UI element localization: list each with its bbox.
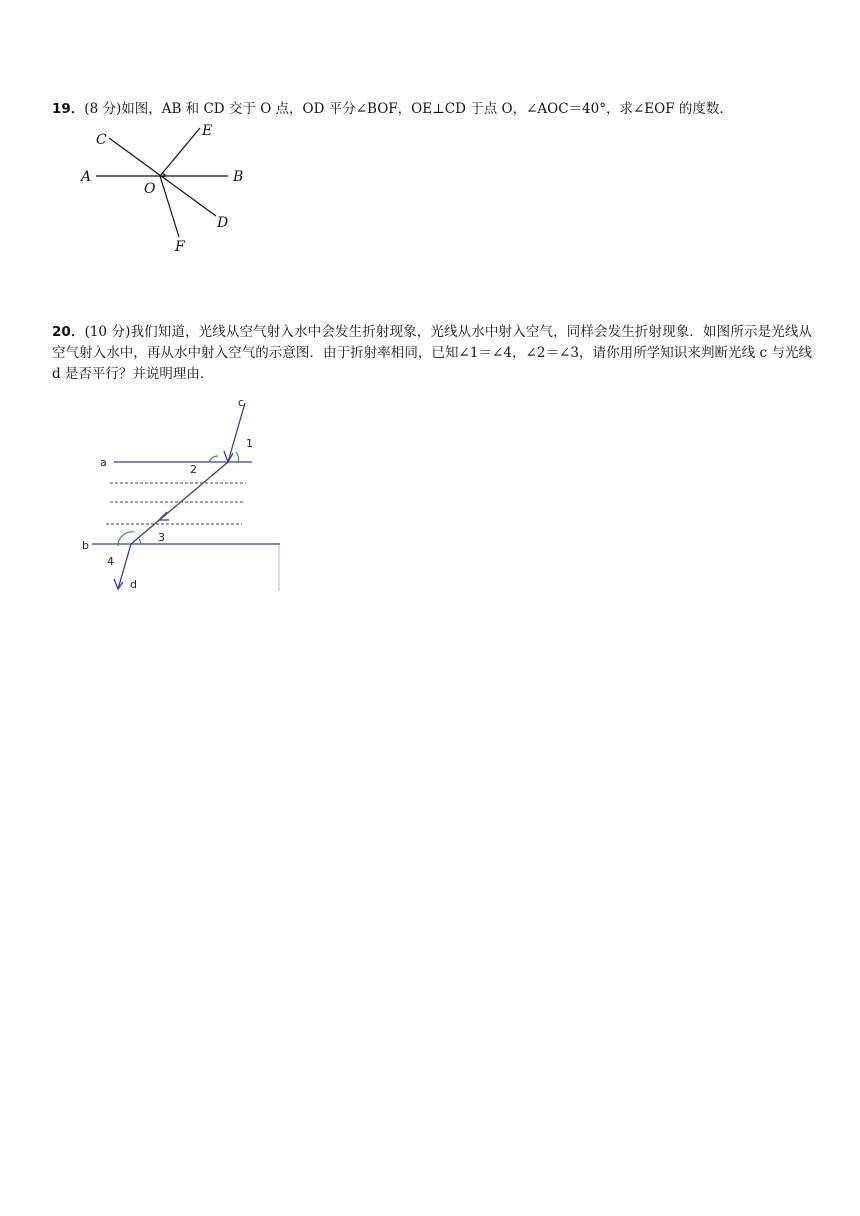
- label-d: D: [217, 215, 229, 231]
- angle-1-label: 1: [246, 437, 253, 450]
- label-a: A: [81, 169, 92, 185]
- label-b: B: [233, 169, 244, 185]
- problem-number: 20．: [52, 324, 85, 340]
- angle-3-arc: [139, 539, 141, 544]
- angle-2-arc: [209, 456, 218, 462]
- problem-text: (8 分)如图，AB 和 CD 交于 O 点，OD 平分∠BOF，OE⊥CD 于点 O，∠AOC＝40°，求∠EOF 的度数．: [84, 101, 733, 117]
- figure-19-intersecting-lines: [78, 120, 258, 260]
- label-d: d: [130, 578, 137, 591]
- problem-19: [52, 99, 812, 120]
- angle-2-label: 2: [190, 463, 197, 476]
- refracted-ray-in-water: [131, 462, 228, 544]
- ray-oe: [160, 128, 200, 176]
- figure-20-refraction-diagram: [78, 395, 288, 595]
- label-a: a: [100, 456, 107, 469]
- problem-text: (10 分)我们知道，光线从空气射入水中会发生折射现象，光线从水中射入空气，同样会发生折射现象．如图所示是光线从空气射入水中，再从水中射入空气的示意图．由于折射率相同，已知∠1＝∠4，∠2＝∠3，请你用所学知识来判断光线 c 与光线 d 是否平行？并说明理由．: [52, 324, 812, 382]
- arrow-head-c: [224, 451, 233, 462]
- problem-number: 19．: [52, 101, 85, 117]
- label-o: O: [144, 181, 156, 197]
- label-f: F: [175, 239, 185, 255]
- angle-3-label: 3: [158, 531, 165, 544]
- label-c: c: [238, 396, 245, 409]
- problem-20: [52, 322, 812, 385]
- label-e: E: [202, 123, 213, 139]
- line-cd: [109, 138, 216, 216]
- angle-1-arc: [236, 452, 238, 462]
- arrow-head-d: [114, 579, 123, 589]
- ray-of: [160, 176, 179, 237]
- label-c: C: [96, 132, 107, 148]
- label-b: b: [82, 539, 89, 552]
- angle-4-label: 4: [107, 555, 114, 568]
